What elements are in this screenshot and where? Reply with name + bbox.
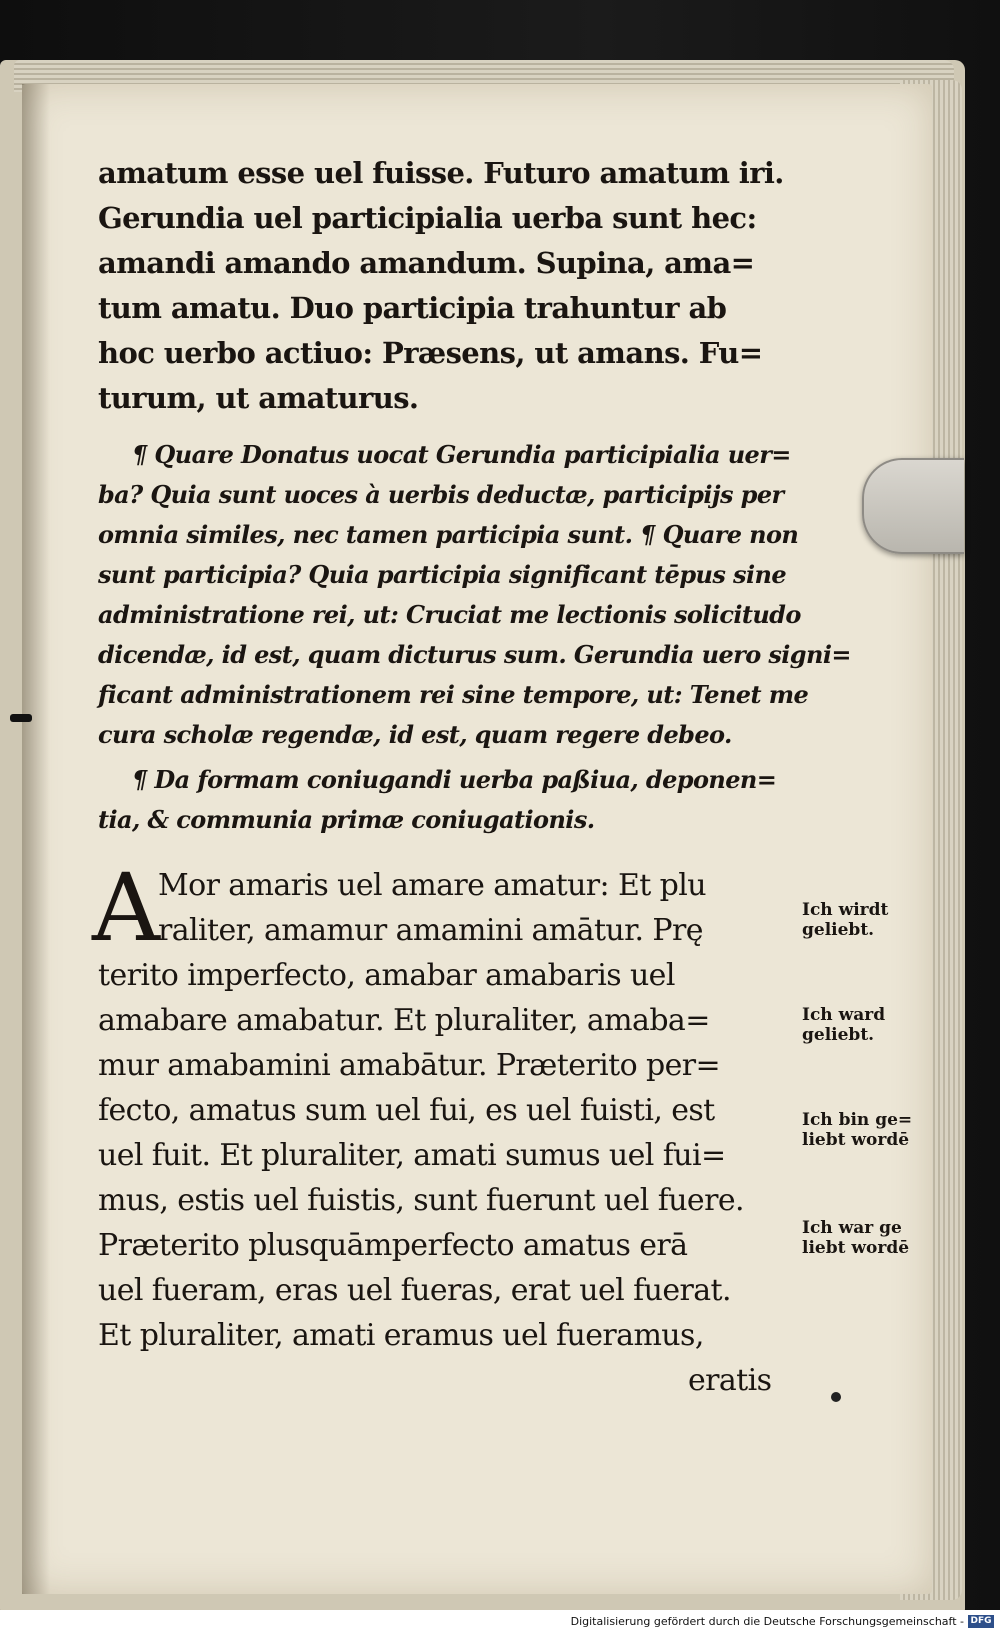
marginal-note (802, 1218, 909, 1258)
text-line: Mor amaris uel amare amatur: Et plu (158, 868, 706, 903)
text-line: dicendæ, id est, quam dicturus sum. Gerundia uero signi= (98, 640, 851, 669)
text-line: ¶ Da formam coniugandi uerba paßiua, deponen= (132, 765, 777, 794)
text-line: mur amabamini amabātur. Præterito per= (98, 1048, 721, 1083)
catchword: eratis (688, 1363, 772, 1398)
marginal-line: liebt wordē (802, 1238, 910, 1258)
text-line: amatum esse uel fuisse. Futuro amatum iri. (98, 156, 784, 190)
marginal-line: geliebt. (802, 1025, 875, 1045)
marginal-line: Ich wirdt (802, 900, 889, 920)
footer-credit: Digitalisierung gefördert durch die Deutsche Forschungsgemeinschaft - (570, 1615, 964, 1628)
dfg-logo: DFG (968, 1615, 994, 1628)
marginal-line: geliebt. (802, 920, 875, 940)
footer-bar (0, 1610, 1000, 1632)
text-line: ficant administrationem rei sine tempore, ut: Tenet me (98, 680, 809, 709)
text-line: hoc uerbo actiuo: Præsens, ut amans. Fu= (98, 336, 763, 370)
text-line: raliter, amamur amamini amātur. Prę (158, 913, 703, 948)
drop-cap: A (92, 854, 160, 963)
text-line: omnia similes, nec tamen participia sunt. ¶ Quare non (98, 520, 799, 549)
text-line: mus, estis uel fuistis, sunt fuerunt uel fuere. (98, 1183, 744, 1218)
marginal-line: Ich bin ge= (802, 1110, 913, 1130)
text-line: uel fueram, eras uel fueras, erat uel fuerat. (98, 1273, 731, 1308)
text-line: Præterito plusquāmperfecto amatus erā (98, 1228, 688, 1263)
page-tab-marker (862, 458, 964, 554)
marginal-line: Ich war ge (802, 1218, 902, 1238)
text-line: terito imperfecto, amabar amabaris uel (98, 958, 675, 993)
marginal-note (802, 1110, 912, 1150)
ink-dot (831, 1392, 841, 1402)
text-line: sunt participia? Quia participia significant tēpus sine (98, 560, 786, 589)
text-line: tum amatu. Duo participia trahuntur ab (98, 291, 727, 325)
text-line: amabare amabatur. Et pluraliter, amaba= (98, 1003, 710, 1038)
gutter-shadow (22, 84, 50, 1594)
text-line: administratione rei, ut: Cruciat me lectionis solicitudo (98, 600, 801, 629)
text-line: ba? Quia sunt uoces à uerbis deductæ, participijs per (98, 480, 784, 509)
text-line: Et pluraliter, amati eramus uel fueramus, (98, 1318, 704, 1353)
text-line: amandi amando amandum. Supina, ama= (98, 246, 755, 280)
text-line: Gerundia uel participialia uerba sunt hec: (98, 201, 757, 235)
marginal-note (802, 1005, 885, 1045)
marginal-line: liebt wordē (802, 1130, 910, 1150)
text-line: tia, & communia primæ coniugationis. (98, 805, 595, 834)
page-side-mark (10, 714, 32, 722)
text-line: turum, ut amaturus. (98, 381, 419, 415)
marginal-line: Ich ward (802, 1005, 886, 1025)
text-line: fecto, amatus sum uel fui, es uel fuisti, est (98, 1093, 715, 1128)
text-line: ¶ Quare Donatus uocat Gerundia participialia uer= (132, 440, 791, 469)
text-line: uel fuit. Et pluraliter, amati sumus uel fui= (98, 1138, 726, 1173)
marginal-note (802, 900, 888, 940)
text-line: cura scholæ regendæ, id est, quam regere debeo. (98, 720, 732, 749)
